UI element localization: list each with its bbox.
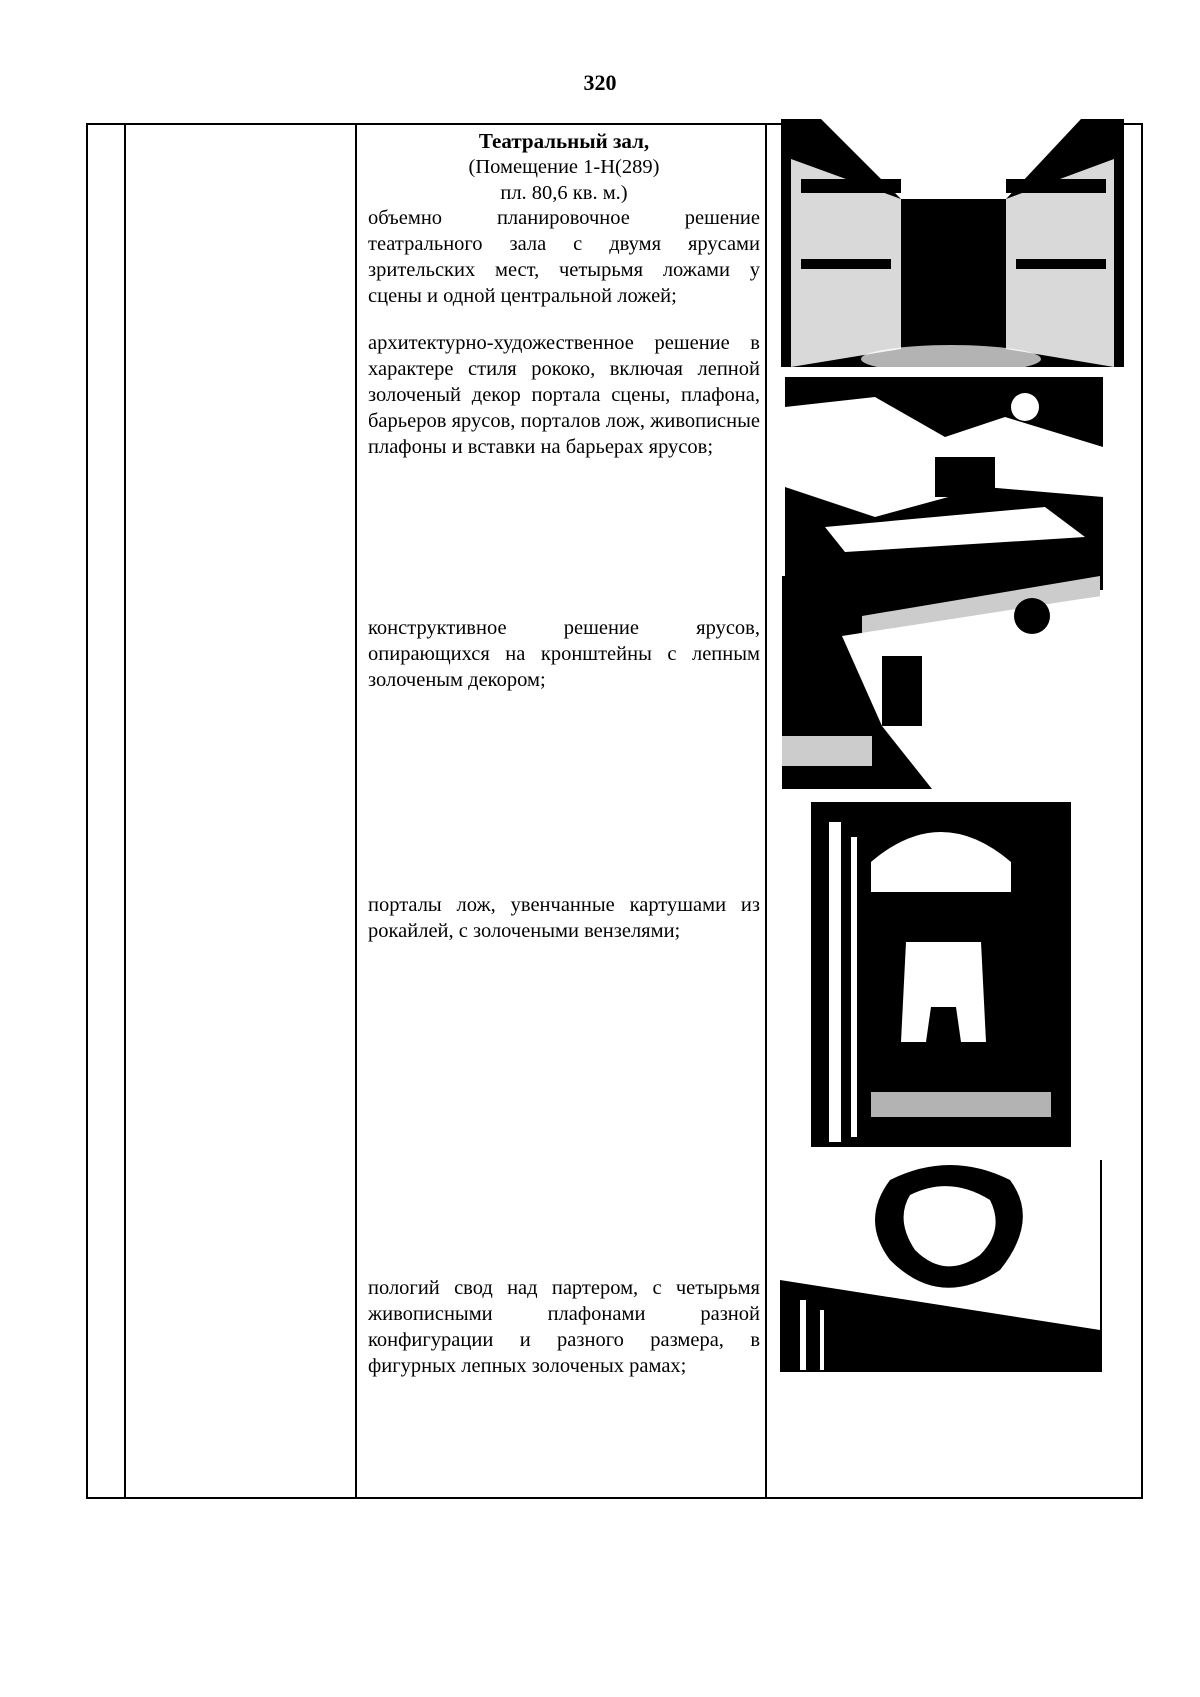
room-number: (Помещение 1-Н(289) xyxy=(468,156,660,178)
section-title: Театральный зал, xyxy=(478,129,650,153)
item-volumetric-solution: объемно планировочное решение театрального зала с двумя ярусами зрительских мест, четырьмя ложами у сцены и одной центральной ложей; xyxy=(368,207,760,307)
item-box-portals: порталы лож, увенчанные картушами из рокайлей, с золочеными вензелями; xyxy=(368,894,760,942)
monument-table xyxy=(86,123,1143,1499)
room-area: пл. 80,6 кв. м.) xyxy=(500,182,628,204)
page-number: 320 xyxy=(583,70,617,95)
hall-overview-photo xyxy=(781,119,1124,367)
item-artistic-solution: архитектурно-художественное решение в характере стиля рококо, включая лепной золоченый декор портала сцены, плафона, барьеров ярусов, порталов лож, живописные плафоны и вставки на барьерах ярусов; xyxy=(368,332,760,458)
item-tier-structure: конструктивное решение ярусов, опирающихся на кронштейны с лепным золоченым декором; xyxy=(368,617,760,691)
column-divider-2 xyxy=(355,125,357,1497)
stage-portal-photo xyxy=(785,377,1103,590)
section-heading xyxy=(368,128,760,206)
column-divider-3 xyxy=(765,125,767,1497)
ceiling-vault-photo xyxy=(780,1160,1102,1372)
box-portal-photo xyxy=(811,802,1071,1147)
column-divider-1 xyxy=(124,125,126,1497)
tier-brackets-photo xyxy=(782,576,1100,789)
item-vaulted-ceiling: пологий свод над партером, с четырьмя живописными плафонами разной конфигурации и разного размера, в фигурных лепных золоченых рамах; xyxy=(368,1277,760,1377)
